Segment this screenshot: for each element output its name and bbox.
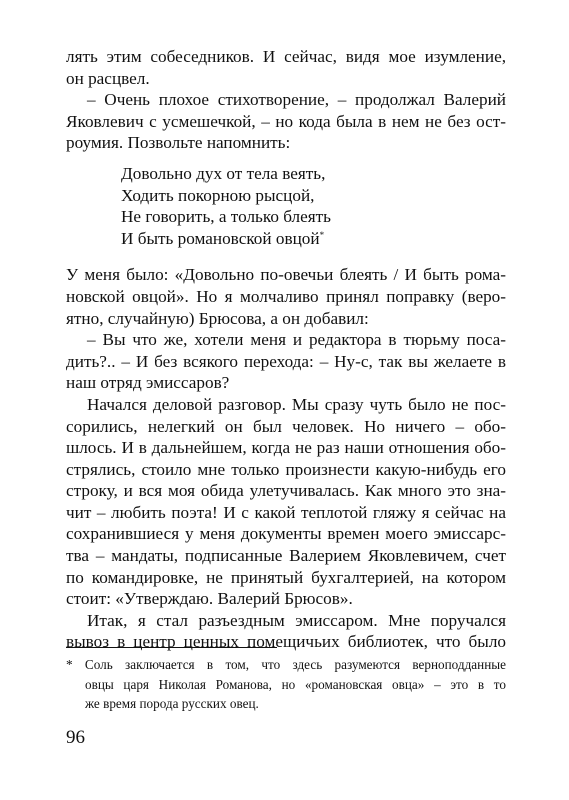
text-line: дить?.. – И без всякого перехода: – Ну-с, так вы желаете в xyxy=(66,351,506,371)
footnote-marker: * xyxy=(319,229,325,240)
text-line: Начался деловой разговор. Мы сразу чуть было не пос- xyxy=(87,394,506,414)
footnote-line: овцы царя Николая Романова, но «романовская овца» – это в то xyxy=(85,676,506,692)
page-number: 96 xyxy=(66,727,85,748)
text-line: строку, и вся моя обида улетучивалась. Как много это зна- xyxy=(66,481,506,501)
text-line: сохранившиеся у меня документы времен моего эмиссарс- xyxy=(66,524,506,544)
text-line: тва – мандаты, подписанные Валерием Яковлевичем, счет xyxy=(66,546,506,566)
text-line: Итак, я стал разъездным эмиссаром. Мне поручался xyxy=(87,610,506,630)
footnote-line: * Соль заключается в том, что здесь разумеются верноподданные xyxy=(66,657,506,672)
text-line: новской овцой». Но я молчаливо принял поправку (веро- xyxy=(66,286,506,306)
text-line: шлось. И в дальнейшем, когда не раз наши отношения обо- xyxy=(66,438,506,458)
text-line: У меня было: «Довольно по-овечьи блеять / И быть рома- xyxy=(66,265,506,285)
poem-line: Не говорить, а только блеять xyxy=(121,207,332,227)
poem-line-text: И быть романовской овцой xyxy=(121,228,320,248)
text-line: – Очень плохое стихотворение, – продолжал Валерий xyxy=(87,90,506,110)
footnote-line: же время порода русских овец. xyxy=(85,696,259,711)
page-body xyxy=(66,46,506,653)
text-line: стрялись, стоило мне только произнести какую-нибудь его xyxy=(66,459,506,479)
text-line: чит – любить поэта! И с какой теплотой гляжу я сейчас на xyxy=(66,502,506,522)
text-line: он расцвел. xyxy=(66,68,150,88)
text-line: по командировке, не принятый бухгалтерией, на котором xyxy=(66,567,506,587)
text-line: ятно, случайную) Брюсова, а он добавил: xyxy=(66,308,369,328)
text-line: Яковлевич с усмешечкой, – но кода была в нем не без ост- xyxy=(66,111,506,131)
footnote xyxy=(66,655,506,714)
poem-line: Довольно дух от тела веять, xyxy=(121,163,326,183)
poem-quote xyxy=(121,163,506,249)
poem-line: Ходить покорною рысцой, xyxy=(121,185,315,205)
text-line: лять этим собеседников. И сейчас, видя мое изумление, xyxy=(66,47,506,66)
poem-line xyxy=(121,228,506,250)
text-line: вывоз в центр ценных помещичьих библиотек, что было xyxy=(66,632,506,652)
text-line: сорились, нелегкий он был человек. Но ничего – обо- xyxy=(66,416,506,436)
text-line: наш отряд эмиссаров? xyxy=(66,373,230,393)
text-line: – Вы что же, хотели меня и редактора в тюрьму поса- xyxy=(87,330,506,350)
text-line: стоит: «Утверждаю. Валерий Брюсов». xyxy=(66,589,353,609)
text-line: роумия. Позвольте напомнить: xyxy=(66,133,291,153)
footnote-divider xyxy=(66,647,277,648)
